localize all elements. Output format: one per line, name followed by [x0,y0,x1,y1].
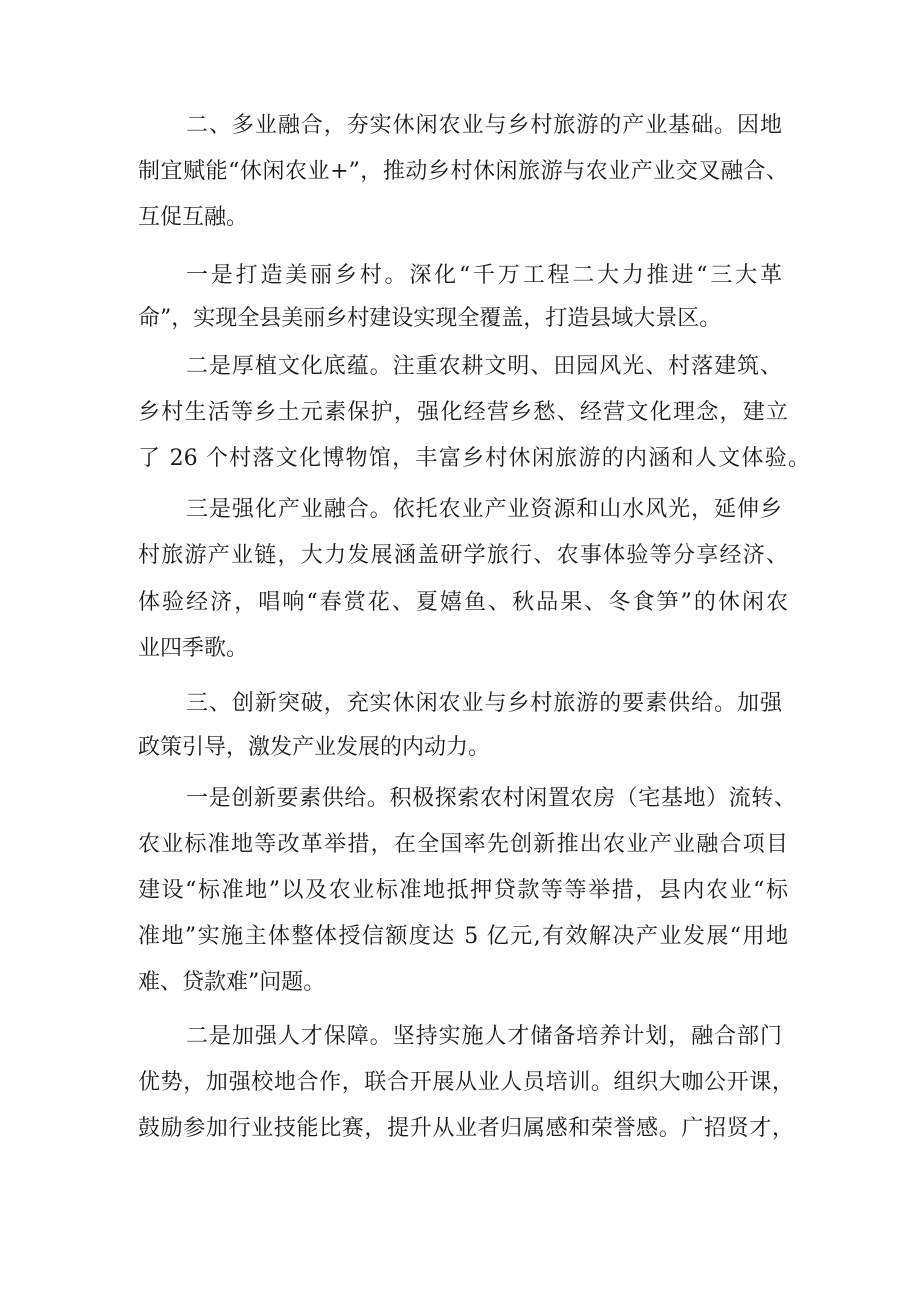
paragraph-line: 制宜赋能“休闲农业+”，推动乡村休闲旅游与农业产业交叉融合、 [138,159,788,184]
paragraph-line: 鼓励参加行业技能比赛，提升从业者归属感和荣誉感。广招贤才， [138,1116,794,1141]
paragraph-line: 二是加强人才保障。坚持实施人才储备培养计划，融合部门 [186,1024,782,1049]
paragraph-line: 政策引导，激发产业发展的内动力。 [138,735,491,760]
paragraph-line: 命”，实现全县美丽乡村建设实现全覆盖，打造县域大景区。 [138,306,722,331]
paragraph-line: 二、多业融合，夯实休闲农业与乡村旅游的产业基础。因地 [186,113,782,138]
paragraph-line: 二是厚植文化底蕴。注重农耕文明、田园风光、村落建筑、 [186,354,782,379]
paragraph-line: 乡村生活等乡土元素保护，强化经营乡愁、经营文化理念，建立 [138,400,788,425]
paragraph-line: 体验经济，唱响“春赏花、夏嬉鱼、秋品果、冬食笋”的休闲农 [138,590,788,615]
paragraph-line: 优势，加强校地合作，联合开展从业人员培训。组织大咖公开课， [138,1070,794,1095]
paragraph-line: 三是强化产业融合。依托农业产业资源和山水风光，延伸乡 [186,497,782,522]
paragraph-line: 了 26 个村落文化博物馆，丰富乡村休闲旅游的内涵和人文体验。 [138,446,810,471]
paragraph-line: 准地”实施主体整体授信额度达 5 亿元,有效解决产业发展“用地 [138,924,788,949]
paragraph-line: 业四季歌。 [138,636,249,661]
paragraph-line: 难、贷款难”问题。 [138,970,326,995]
paragraph-line: 农业标准地等改革举措，在全国率先创新推出农业产业融合项目 [138,832,788,857]
paragraph-line: 村旅游产业链，大力发展涵盖研学旅行、农事体验等分享经济、 [138,543,788,568]
paragraph-line: 一是打造美丽乡村。深化“千万工程二大力推进“三大革 [186,263,782,288]
paragraph-line: 互促互融。 [138,205,249,230]
paragraph-line: 建设“标准地”以及农业标准地抵押贷款等等举措，县内农业“标 [138,878,788,903]
paragraph-line: 一是创新要素供给。积极探索农村闲置农房（宅基地）流转、 [186,786,796,811]
paragraph-line: 三、创新突破，充实休闲农业与乡村旅游的要素供给。加强 [186,691,782,716]
